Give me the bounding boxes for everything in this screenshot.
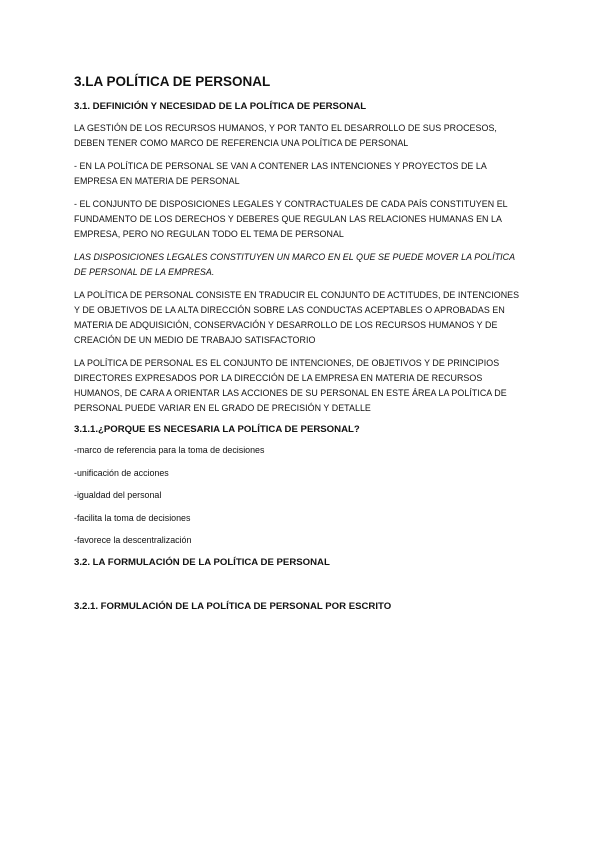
section-heading-3-2-1: 3.2.1. FORMULACIÓN DE LA POLÍTICA DE PERSONAL POR ESCRITO: [74, 600, 392, 612]
list-item: -igualdad del personal: [74, 490, 162, 500]
list-item: -marco de referencia para la toma de decisiones: [74, 445, 265, 455]
paragraph-5: LA POLÍTICA DE PERSONAL CONSISTE EN TRADUCIR EL CONJUNTO DE ACTITUDES, DE INTENCIONES Y DE OBJETIVOS DE LA ALTA DIRECCIÓN SOBRE LAS CONDUCTAS ACEPTABLES O APROBADAS EN MATERIA DE ADQUISICIÓN, CONSERVACIÓN Y DESARROLLO DE LOS RECURSOS HUMANOS Y DE CREACIÓN DE UN MEDIO DE TRABAJO SATISFACTORIO: [74, 290, 520, 345]
list-item: -unificación de acciones: [74, 467, 169, 478]
list-item: -favorece la descentralización: [74, 535, 192, 545]
paragraph-1: LA GESTIÓN DE LOS RECURSOS HUMANOS, Y POR TANTO EL DESARROLLO DE SUS PROCESOS, DEBEN TENER COMO MARCO DE REFERENCIA UNA POLÍTICA DE PERSONAL: [74, 123, 497, 148]
paragraph-2: - EN LA POLÍTICA DE PERSONAL SE VAN A CONTENER LAS INTENCIONES Y PROYECTOS DE LA EMPRESA EN MATERIA DE PERSONAL: [74, 161, 487, 186]
paragraph-3: - EL CONJUNTO DE DISPOSICIONES LEGALES Y CONTRACTUALES DE CADA PAÍS CONSTITUYEN EL FUNDAMENTO DE LOS DERECHOS Y DEBERES QUE REGULAN LAS RELACIONES HUMANAS EN LA EMPRESA, PERO NO REGULAN TODO EL TEMA DE PERSONAL: [74, 199, 508, 239]
page-title: 3.LA POLÍTICA DE PERSONAL: [74, 74, 271, 89]
section-heading-3-1-1: 3.1.1.¿PORQUE ES NECESARIA LA POLÍTICA DE PERSONAL?: [74, 424, 360, 435]
paragraph-6: LA POLÍTICA DE PERSONAL ES EL CONJUNTO DE INTENCIONES, DE OBJETIVOS Y DE PRINCIPIOS DIRECTORES EXPRESADOS POR LA DIRECCIÓN DE LA EMPRESA EN MATERIA DE RECURSOS HUMANOS, DE CARA A ORIENTAR LAS ACCIONES DE SU PERSONAL EN ESTE ÁREA LA POLÍTICA DE PERSONAL PUEDE VARIAR EN EL GRADO DE PRECISIÓN Y DETALLE: [74, 358, 507, 413]
section-heading-3-1: 3.1. DEFINICIÓN Y NECESIDAD DE LA POLÍTICA DE PERSONAL: [74, 101, 367, 112]
paragraph-4-italic: LAS DISPOSICIONES LEGALES CONSTITUYEN UN MARCO EN EL QUE SE PUEDE MOVER LA POLÍTICA DE PERSONAL DE LA EMPRESA.: [74, 252, 515, 277]
section-heading-3-2: 3.2. LA FORMULACIÓN DE LA POLÍTICA DE PERSONAL: [74, 556, 330, 568]
list-item: -facilita la toma de decisiones: [74, 512, 191, 523]
